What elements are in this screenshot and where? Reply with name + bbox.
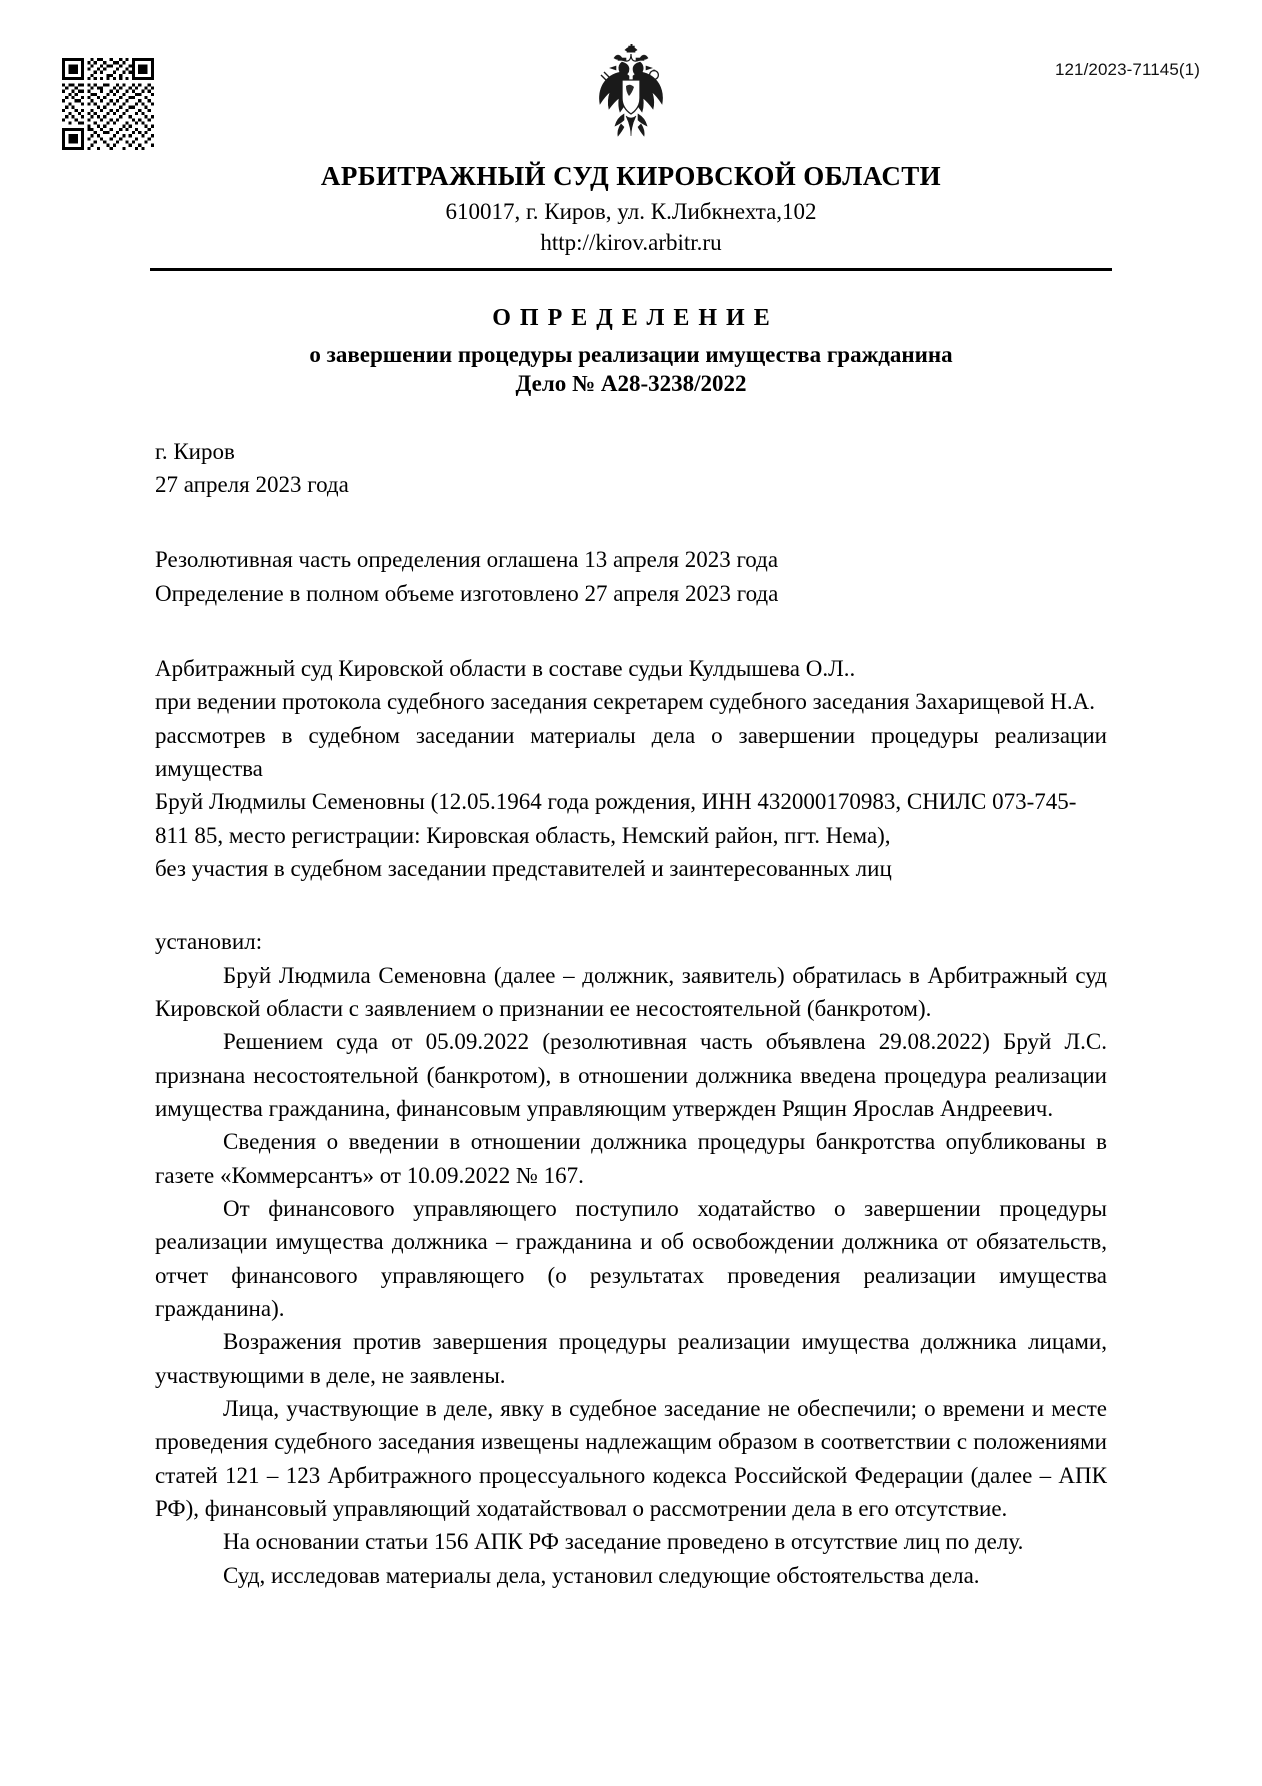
document-header-strip [0,0,1262,150]
judge-line: Арбитражный суд Кировской области в составе судьи Кулдышева О.Л.. [155,655,856,681]
body-paragraph: Возражения против завершения процедуры реализации имущества должника лицами, участвующими в деле, не заявлены. [155,1329,1107,1388]
body-paragraph: От финансового управляющего поступило ходатайство о завершении процедуры реализации имущества должника – гражданина и об освобождении должника от обязательств, отчет финансового управляющего (о результатах проведения реализации имущества гражданина). [155,1196,1107,1322]
document-title-block [0,305,1262,399]
court-address: 610017, г. Киров, ул. К.Либкнехта,102 [445,199,817,225]
document-date: 27 апреля 2023 года [155,471,349,497]
place-date-block [155,435,1107,502]
qr-code-icon [62,58,154,150]
header-divider [150,268,1112,271]
body-paragraph: Лица, участвующие в деле, явку в судебное заседание не обеспечили; о времени и месте проведения судебного заседания извещены надлежащим образом в соответствии с положениями статей 121 – 123 Арбитражного процессуального кодекса Российской Федерации (далее – АПК РФ), финансовый управляющий ходатайствовал о рассмотрении дела в его отсутствие. [155,1396,1107,1522]
announcement-block [155,543,1107,610]
secretary-line: при ведении протокола судебного заседания секретарем судебного заседания Захарищевой Н.А. [155,689,1096,715]
attendance-line: без участия в судебном заседании представителей и заинтересованных лиц [155,855,892,881]
hearing-subject-line: рассмотрев в судебном заседании материалы дела о завершении процедуры реализации имущества [155,722,1107,781]
established-label: установил: [155,929,263,955]
document-registration-code: 121/2023-71145(1) [1054,60,1200,79]
resolutive-part-date: Резолютивная часть определения оглашена 13 апреля 2023 года [155,547,779,573]
document-type-title: ОПРЕДЕЛЕНИЕ [492,305,779,332]
body-paragraph: Решением суда от 05.09.2022 (резолютивная часть объявлена 29.08.2022) Бруй Л.С. признана несостоятельной (банкротом), в отношении должника введена процедура реализации имущества гражданина, финансовым управляющим утвержден Рящин Ярослав Андреевич. [155,1029,1107,1122]
body-paragraph: Бруй Людмила Семеновна (далее – должник, заявитель) обратилась в Арбитражный суд Кировской области с заявлением о признании ее несостоятельной (банкротом). [155,962,1107,1021]
court-name: АРБИТРАЖНЫЙ СУД КИРОВСКОЙ ОБЛАСТИ [320,161,942,191]
body-paragraph: Сведения о введении в отношении должника процедуры банкротства опубликованы в газете «Коммерсантъ» от 10.09.2022 № 167. [155,1129,1107,1188]
document-subject: о завершении процедуры реализации имущества гражданина [309,342,953,368]
document-body [155,435,1107,1593]
full-text-date: Определение в полном объеме изготовлено 27 апреля 2023 года [155,580,779,606]
body-paragraph: На основании статьи 156 АПК РФ заседание проведено в отсутствие лиц по делу. [223,1529,1024,1555]
case-number: Дело № А28-3238/2022 [515,370,747,396]
court-composition-block [155,652,1107,885]
established-paragraphs [155,959,1107,1593]
body-paragraph: Суд, исследовав материалы дела, установил следующие обстоятельства дела. [223,1562,980,1588]
place-city: г. Киров [155,438,235,464]
court-website-url: http://kirov.arbitr.ru [540,230,722,256]
debtor-details-line: Бруй Людмилы Семеновны (12.05.1964 года рождения, ИНН 432000170983, СНИЛС 073-745-811 85, место регистрации: Кировская область, Немский район, пгт. Нема), [155,789,1077,848]
court-header [0,160,1262,258]
